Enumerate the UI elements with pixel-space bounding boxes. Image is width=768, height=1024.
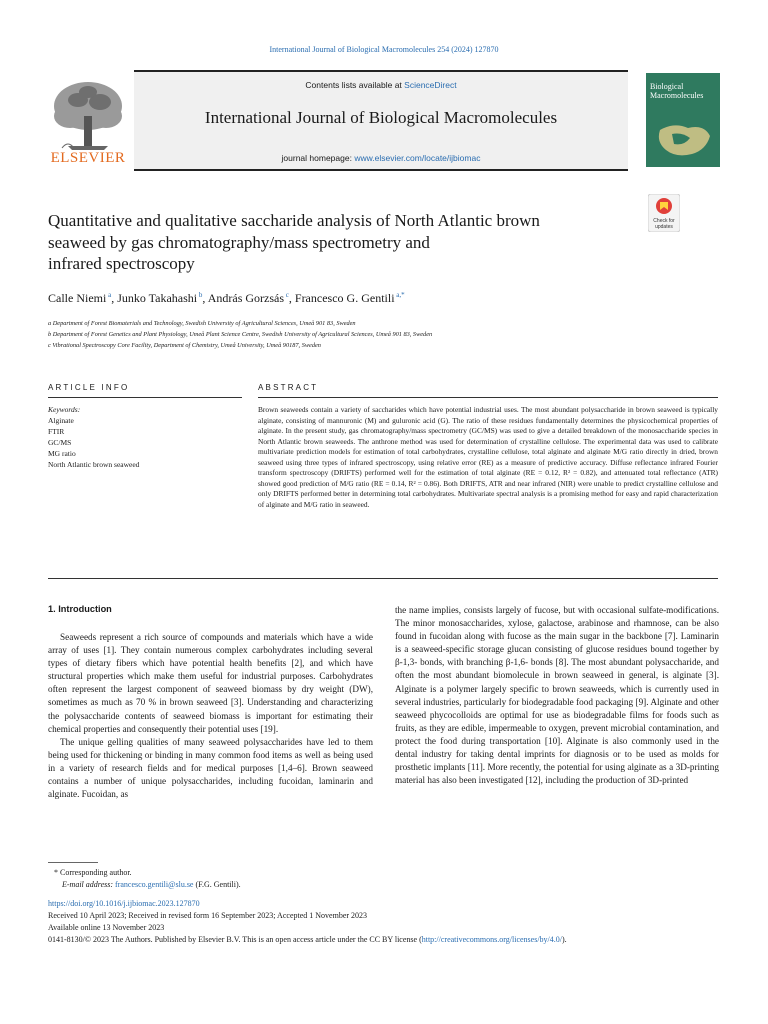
author-name[interactable]: Francesco G. Gentili: [294, 291, 395, 305]
section-heading: 1. Introduction: [48, 604, 112, 614]
author-sep: ,: [111, 291, 118, 305]
intro-right-column: [395, 604, 719, 787]
title-line-2: seaweed by gas chromatography/mass spectrometry and: [48, 232, 430, 252]
contents-prefix: Contents lists available at: [305, 80, 405, 90]
journal-title: International Journal of Biological Macromolecules: [204, 108, 558, 127]
keyword-item: MG ratio: [48, 449, 76, 458]
author-affil-sup[interactable]: a,*: [394, 291, 405, 299]
license-link[interactable]: http://creativecommons.org/licenses/by/4.0/: [421, 935, 563, 944]
paragraph: Seaweeds represent a rich source of compounds and materials which have a wide array of uses [1]. They contain numerous complex carbohydrates including several types of dietary fibers which have potential health benefits [2], and which have structural properties which make them useful for industrial purposes. Carbohydrates often represent the largest component of seaweed biomass by dry weight (DW), sometimes as much as 70 % in brown seaweed [3]. Understanding and characterizing the polysaccharide contents of seaweed biomass is important for estimating their chemical properties and consequently their potential uses [19].: [48, 632, 373, 734]
license-suffix: ).: [562, 935, 567, 944]
cover-map-icon: [654, 120, 714, 160]
contents-line: [134, 80, 628, 90]
license-prefix: 0141-8130/© 2023 The Authors. Published by Elsevier B.V. This is an open access article under the CC BY license (: [48, 935, 422, 944]
author-affil-sup[interactable]: b: [197, 291, 203, 299]
author-name[interactable]: Junko Takahashi: [117, 291, 198, 305]
author-sep: ,: [288, 291, 295, 305]
title-line-1: Quantitative and qualitative saccharide analysis of North Atlantic brown: [48, 211, 540, 230]
author-name[interactable]: Calle Niemi: [48, 291, 107, 305]
homepage-link[interactable]: www.elsevier.com/locate/ijbiomac: [354, 153, 481, 163]
keyword-item: GC/MS: [48, 438, 72, 447]
paragraph: The unique gelling qualities of many seaweed polysaccharides have led to them being used for thickening or binding in many common food items as well as being used in a variety of research fields and for medical purposes [1,4–6]. Brown seaweed contains a number of unique polysaccharides, including fucoidan, laminarin and alginate. Fucoidan, as: [48, 736, 373, 800]
email-suffix: (F.G. Gentili).: [193, 880, 241, 889]
author-sep: ,: [202, 291, 208, 305]
article-title: [48, 210, 638, 275]
cover-title-line-2: Macromolecules: [650, 91, 704, 100]
badge-text-2: updates: [655, 224, 673, 230]
homepage-prefix: journal homepage:: [281, 153, 355, 163]
corresponding-note: * Corresponding author.: [54, 868, 132, 877]
homepage-line: [134, 153, 628, 163]
keyword-item: FTIR: [48, 427, 65, 436]
abstract-heading: ABSTRACT: [258, 383, 319, 392]
keywords-label: Keywords:: [48, 405, 81, 414]
title-line-3: infrared spectroscopy: [48, 254, 195, 273]
footnote-rule: [48, 862, 98, 863]
abstract-bottom-rule: [48, 578, 718, 579]
paragraph: the name implies, consists largely of fucose, but with occasional sulfate-modifications. The minor monosaccharides, xylose, galactose, arabinose and rhamnose, can be also found in fucoidan along with fucose as the main sugar in the backbone [7]. Laminarin is a seaweed-specific storage glucan consisting of glucose residues bound together by β-1,3- bonds, with branching β-1,6- bonds [8]. The most abundant polysaccharide, and often the most abundant biomolecule in brown seaweed in general, is alginate [3]. Alginate is a polymer largely specific to brown seaweeds, which is currently used in several industries, particularly for biodegradable food packaging [9]. Alginate and other seaweed phycocolloids are optimal for use as biodegradable films for foods such as fruits, as they are edible, impermeable to oxygen, prevent microbial contamination, and protect the food during transportation [10]. Alginate is also commonly used in the dental industry for taking dental imprints for diagnosis or to be used as molds for prosthetic implants [11]. More recently, the potential for using alginate as a 3D-printing material has also been investigated [12], including the production of 3D-printed: [395, 605, 719, 786]
publisher-logo-text: ELSEVIER: [50, 150, 126, 166]
available-date: Available online 13 November 2023: [48, 923, 165, 932]
author-affil-sup[interactable]: a: [106, 291, 112, 299]
cover-title: [650, 82, 720, 100]
journal-citation[interactable]: International Journal of Biological Macromolecules 254 (2024) 127870: [269, 45, 499, 54]
author-affil-sup[interactable]: c: [284, 291, 289, 299]
doi-link[interactable]: https://doi.org/10.1016/j.ijbiomac.2023.127870: [48, 899, 200, 908]
author-name[interactable]: András Gorzsás: [207, 291, 285, 305]
email-line: [62, 880, 241, 889]
keyword-item: Alginate: [48, 416, 74, 425]
keyword-item: North Atlantic brown seaweed: [48, 460, 140, 469]
affiliation: c Vibrational Spectroscopy Core Facility, Department of Chemistry, Umeå University, Umeå 90187, Sweden: [48, 342, 321, 349]
intro-left-column: [48, 631, 373, 801]
abstract-rule: [258, 397, 718, 398]
received-dates: Received 10 April 2023; Received in revised form 16 September 2023; Accepted 1 November 2023: [48, 911, 368, 920]
abstract-text: Brown seaweeds contain a variety of saccharides which have potential industrial uses. The most abundant polysaccharide in brown seaweed is typically alginate, consisting of mannuronic (M) and guluronic acid (G). The ratio of these residues fundamentally determines the physicochemical properties of alginate. In the present study, gas chromatography/mass spectrometry (GC/MS) was used to give a detailed breakdown of the monosaccharide species in North Atlantic brown seaweeds. The anthrone method was used for determination of crystalline cellulose. The experimental data was used to calibrate multivariate prediction models for estimation of total carbohydrates, crystalline cellulose, total alginate and alginate M/G ratio directly in dried, brown seaweed using three types of infrared spectroscopy, using relative error (RE) as a measure of predictive accuracy. Diffuse reflectance infrared Fourier transform spectroscopy (DRIFTS) performed well for the estimation of total alginate (RE = 0.12, R² = 0.82), and attenuated total reflectance (ATR) showed good prediction of M/G ratio (RE = 0.14, R² = 0.86). Both DRIFTS, ATR and near infrared (NIR) were unable to predict crystalline cellulose and only DRIFTS performed better in determining total carbohydrates. Multivariate spectral analysis is a promising method for easy and rapid characterization of alginate and M/G ratio in seaweed.: [258, 405, 718, 509]
badge-text-1: Check for: [653, 218, 675, 224]
cover-title-line-1: Biological: [650, 82, 684, 91]
article-info-heading: ARTICLE INFO: [48, 383, 130, 392]
affiliation: b Department of Forest Genetics and Plant Physiology, Umeå Plant Science Centre, Swedish University of Agricultural Sciences, Umeå 901 83, Sweden: [48, 331, 433, 338]
check-for-updates-icon[interactable]: [648, 194, 680, 232]
author-list: [48, 291, 718, 306]
email-label: E-mail address:: [62, 880, 116, 889]
license-line: [48, 935, 728, 944]
sciencedirect-link[interactable]: ScienceDirect: [404, 80, 457, 90]
article-info-rule: [48, 397, 242, 398]
affiliation: a Department of Forest Biomaterials and Technology, Swedish University of Agricultural Sciences, Umeå 901 83, Sweden: [48, 320, 356, 327]
email-link[interactable]: francesco.gentili@slu.se: [115, 880, 194, 889]
